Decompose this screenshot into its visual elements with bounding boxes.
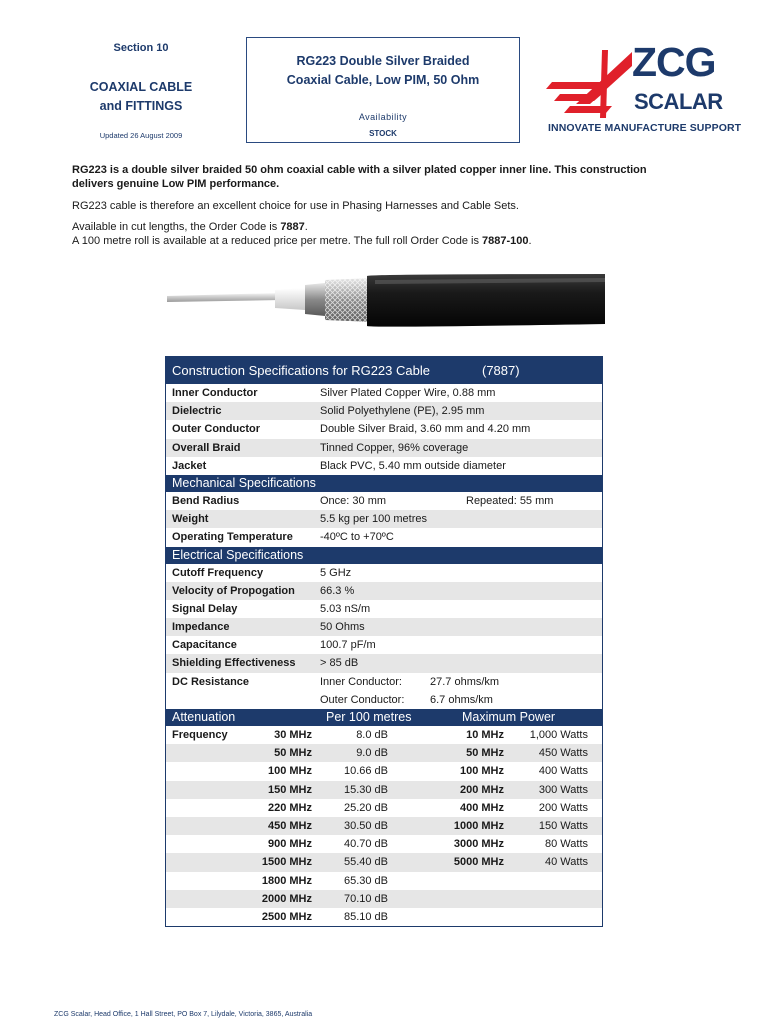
- attenuation-db: 15.30 dB: [343, 783, 388, 796]
- attenuation-row: [166, 835, 602, 853]
- power-watts: 450 Watts: [538, 747, 588, 760]
- attenuation-frequency: 2000 MHz: [261, 892, 312, 905]
- power-watts: 150 Watts: [538, 819, 588, 832]
- spec-label: Impedance: [172, 621, 230, 634]
- attenuation-row: [166, 890, 602, 908]
- category-title-line2: and FITTINGS: [99, 99, 183, 113]
- updated-date: Updated 26 August 2009: [99, 131, 183, 140]
- electrical-row: [166, 618, 602, 636]
- electrical-row: [166, 564, 602, 582]
- dc-resistance-row: DC Resistance Inner Conductor: 27.7 ohms/km: [172, 675, 500, 688]
- spec-value: Silver Plated Copper Wire, 0.88 mm: [320, 387, 496, 399]
- construction-row: [166, 384, 602, 402]
- product-title-box: [246, 37, 520, 143]
- availability-label: Availability: [358, 112, 408, 122]
- attenuation-row: [166, 853, 602, 871]
- electrical-row: [166, 582, 602, 600]
- power-frequency: 400 MHz: [459, 801, 504, 814]
- specifications-table: [165, 356, 603, 927]
- category-title-line1: COAXIAL CABLE: [89, 80, 193, 94]
- intro-paragraph-4: A 100 metre roll is available at a reduced price per metre. The full roll Order Code is 7887-100.: [72, 235, 532, 247]
- dc-resistance-outer-row: Outer Conductor: 6.7 ohms/km: [320, 693, 493, 706]
- intro-paragraph-3: Available in cut lengths, the Order Code is 7887.: [72, 221, 308, 233]
- intro-paragraph-2: RG223 cable is therefore an excellent choice for use in Phasing Harnesses and Cable Sets.: [72, 200, 519, 212]
- construction-row: [166, 420, 602, 438]
- power-watts: 200 Watts: [538, 801, 588, 814]
- attenuation-frequency: 900 MHz: [267, 838, 312, 851]
- attenuation-frequency: 2500 MHz: [261, 910, 312, 923]
- spec-value: > 85 dB: [320, 657, 359, 670]
- attenuation-db: 70.10 dB: [343, 892, 388, 905]
- power-frequency: 100 MHz: [459, 765, 504, 778]
- attenuation-frequency: 30 MHz: [274, 729, 312, 741]
- construction-row: [166, 457, 602, 475]
- spec-label: Shielding Effectiveness: [172, 657, 296, 670]
- bend-radius-row: Bend Radius Once: 30 mm Repeated: 55 mm: [172, 494, 554, 507]
- power-frequency: 5000 MHz: [453, 856, 504, 869]
- attenuation-row: [166, 781, 602, 799]
- attenuation-row: [166, 908, 602, 926]
- section-number: Section 10: [113, 42, 169, 54]
- logo-sub: SCALAR: [634, 89, 723, 114]
- product-title-line1: RG223 Double Silver Braided: [296, 54, 470, 68]
- electrical-row: [166, 636, 602, 654]
- attenuation-db: 8.0 dB: [356, 729, 388, 741]
- attenuation-db: 10.66 dB: [343, 765, 388, 778]
- attenuation-frequency: 50 MHz: [274, 747, 312, 760]
- spec-value: 50 Ohms: [320, 621, 365, 634]
- availability-value: STOCK: [369, 129, 397, 138]
- power-frequency: 1000 MHz: [453, 819, 504, 832]
- attenuation-row: [166, 726, 602, 744]
- spec-label: Inner Conductor: [172, 387, 258, 399]
- attenuation-db: 85.10 dB: [343, 910, 388, 923]
- power-frequency: 50 MHz: [466, 747, 504, 760]
- electrical-header: Electrical Specifications: [166, 547, 602, 564]
- attenuation-frequency: 150 MHz: [267, 783, 312, 796]
- spec-label: Jacket: [172, 459, 207, 472]
- attenuation-db: 9.0 dB: [356, 747, 388, 760]
- logo-emblem-icon: [546, 42, 636, 120]
- power-watts: 1,000 Watts: [529, 729, 588, 741]
- spec-label: Overall Braid: [172, 441, 241, 454]
- spec-value: 5 GHz: [320, 566, 352, 579]
- electrical-row: [166, 600, 602, 618]
- attenuation-row: [166, 744, 602, 762]
- power-watts: 400 Watts: [538, 765, 588, 778]
- attenuation-row: [166, 872, 602, 890]
- power-frequency: 10 MHz: [466, 729, 504, 741]
- electrical-row: [166, 654, 602, 672]
- weight-row: Weight 5.5 kg per 100 metres: [166, 510, 602, 528]
- spec-label: Velocity of Propogation: [172, 584, 295, 597]
- attenuation-frequency: 100 MHz: [267, 765, 312, 778]
- logo-tagline: INNOVATE MANUFACTURE SUPPORT: [548, 122, 742, 134]
- power-watts: 40 Watts: [545, 856, 588, 869]
- spec-value: Solid Polyethylene (PE), 2.95 mm: [320, 405, 485, 418]
- power-frequency: 3000 MHz: [453, 838, 504, 851]
- attenuation-db: 25.20 dB: [343, 801, 388, 814]
- spec-label: Outer Conductor: [172, 423, 260, 436]
- spec-label: Dielectric: [172, 405, 222, 418]
- power-watts: 300 Watts: [538, 783, 588, 796]
- intro-paragraph-1: RG223 is a double silver braided 50 ohm coaxial cable with a silver plated copper inner line. This construction: [72, 164, 647, 176]
- attenuation-frequency: 1500 MHz: [261, 856, 312, 869]
- attenuation-db: 55.40 dB: [343, 856, 388, 869]
- spec-value: Tinned Copper, 96% coverage: [320, 441, 469, 454]
- cable-photo: [165, 270, 605, 332]
- logo-brand: ZCG: [632, 39, 716, 85]
- spec-value: Black PVC, 5.40 mm outside diameter: [320, 459, 506, 472]
- attenuation-row: [166, 762, 602, 780]
- frequency-label: Frequency: [172, 729, 228, 741]
- spec-label: Capacitance: [172, 639, 237, 652]
- attenuation-db: 30.50 dB: [343, 819, 388, 832]
- attenuation-db: 40.70 dB: [343, 838, 388, 851]
- spec-value: 66.3 %: [320, 584, 355, 597]
- spec-label: Cutoff Frequency: [172, 566, 264, 579]
- attenuation-frequency: 220 MHz: [267, 801, 312, 814]
- spec-value: Double Silver Braid, 3.60 mm and 4.20 mm: [320, 423, 531, 436]
- zcg-scalar-logo: [546, 39, 742, 142]
- intro-paragraph-1-cont: delivers genuine Low PIM performance.: [72, 178, 280, 190]
- spec-value: 5.03 nS/m: [320, 602, 371, 615]
- mechanical-header: Mechanical Specifications: [166, 475, 602, 492]
- construction-header: Construction Specifications for RG223 Cable (7887): [166, 357, 602, 384]
- spec-value: 100.7 pF/m: [320, 639, 376, 652]
- product-title-line2: Coaxial Cable, Low PIM, 50 Ohm: [286, 73, 480, 87]
- footer-address: ZCG Scalar, Head Office, 1 Hall Street, PO Box 7, Lilydale, Victoria, 3865, Australia: [54, 1011, 313, 1018]
- attenuation-row: [166, 799, 602, 817]
- attenuation-db: 65.30 dB: [343, 874, 388, 887]
- construction-row: [166, 402, 602, 420]
- attenuation-frequency: 1800 MHz: [261, 874, 312, 887]
- power-frequency: 200 MHz: [459, 783, 504, 796]
- spec-label: Signal Delay: [172, 602, 238, 615]
- power-watts: 80 Watts: [545, 838, 588, 851]
- attenuation-row: [166, 817, 602, 835]
- temperature-row: Operating Temperature -40ºC to +70ºC: [172, 531, 394, 544]
- attenuation-header: Attenuation Per 100 metres Maximum Power: [166, 709, 602, 726]
- attenuation-frequency: 450 MHz: [267, 819, 312, 832]
- construction-row: [166, 439, 602, 457]
